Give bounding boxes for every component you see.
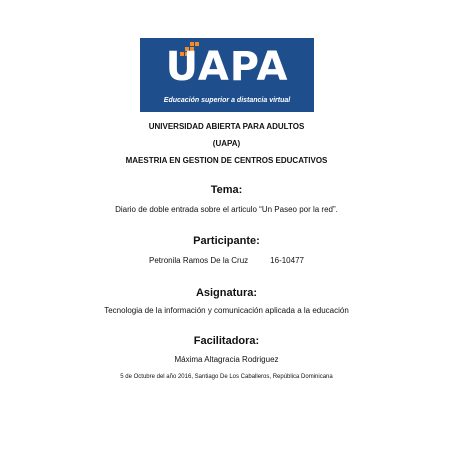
participante-id: 16-10477 (270, 256, 304, 265)
logo-tagline: Educación superior a distancia virtual (163, 97, 291, 104)
tema-heading: Tema: (210, 184, 243, 196)
facilitadora-name: Máxima Altagracia Rodriguez (174, 355, 279, 364)
participante-line (0, 255, 453, 267)
asignatura-heading: Asignatura: (195, 287, 258, 299)
participante-heading: Participante: (193, 235, 260, 247)
uapa-logo (140, 38, 314, 112)
logo-wordmark: UAPA (165, 44, 289, 90)
asignatura-text: Tecnologia de la información y comunicación aplicada a la educación (104, 306, 349, 315)
tema-text: Diario de doble entrada sobre el articulo “Un Paseo por la red”. (115, 205, 338, 214)
date-location: 5 de Octubre del año 2016, Santiago De Los Caballeros, República Dominicana (120, 374, 333, 380)
facilitadora-heading: Facilitadora: (193, 335, 260, 347)
participante-name: Petronila Ramos De la Cruz (149, 256, 249, 265)
university-name: UNIVERSIDAD ABIERTA PARA ADULTOS (148, 122, 305, 131)
university-acronym: (UAPA) (212, 139, 241, 148)
program-name: MAESTRIA EN GESTION DE CENTROS EDUCATIVOS (125, 156, 328, 165)
